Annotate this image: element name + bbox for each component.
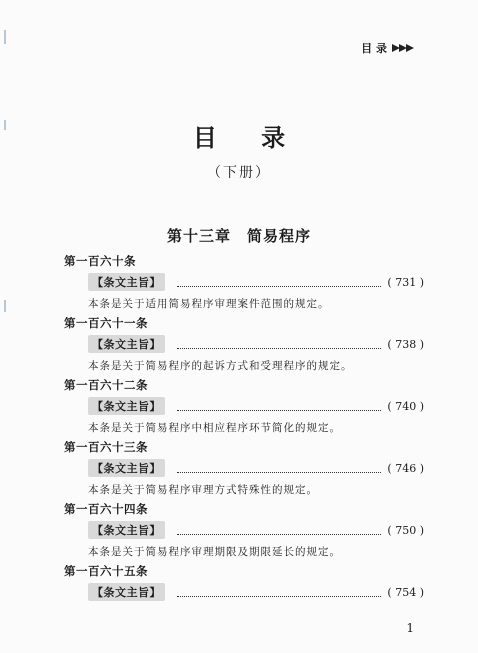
toc-entry [64,562,424,624]
chapter-name: 简易程序 [247,227,312,245]
section-tag: 【条文主旨】 [88,335,165,353]
running-header-label: 目 录 [361,42,387,55]
entry-description: 本条是关于简易程序的起诉方式和受理程序的规定。 [88,360,353,372]
toc-list [64,252,424,624]
leader-dots [177,340,381,349]
page-title: 目 录 [192,123,304,152]
leader-dots [177,526,381,535]
page-number: 1 [406,621,414,635]
toc-entry [64,314,424,376]
page-reference: ( 750 ) [387,523,424,537]
article-heading: 第一百六十五条 [64,564,148,578]
scan-edge-mark [4,30,6,44]
toc-entry [64,500,424,562]
toc-link[interactable] [64,518,424,542]
article-heading: 第一百六十条 [64,254,136,268]
page-reference: ( 740 ) [387,399,424,413]
section-tag: 【条文主旨】 [88,583,165,601]
toc-entry [64,252,424,314]
chapter-heading [0,225,478,246]
volume-subtitle: （下册） [207,165,271,181]
section-tag: 【条文主旨】 [88,273,165,291]
running-header [361,40,414,56]
article-heading: 第一百六十二条 [64,378,148,392]
toc-link[interactable] [64,270,424,294]
leader-dots [177,588,381,597]
page-reference: ( 731 ) [387,275,424,289]
leader-dots [177,278,381,287]
page-reference: ( 746 ) [387,461,424,475]
toc-link[interactable] [64,332,424,356]
article-heading: 第一百六十三条 [64,440,148,454]
toc-link[interactable] [64,394,424,418]
toc-entry [64,376,424,438]
scan-edge-mark [4,300,6,312]
toc-link[interactable] [64,580,424,604]
section-tag: 【条文主旨】 [88,397,165,415]
entry-description: 本条是关于简易程序审理期限及期限延长的规定。 [88,546,341,558]
arrow-right-icon [393,44,414,52]
article-heading: 第一百六十四条 [64,502,148,516]
entry-description: 本条是关于简易程序审理方式特殊性的规定。 [88,484,318,496]
page-reference: ( 754 ) [387,585,424,599]
section-tag: 【条文主旨】 [88,521,165,539]
section-tag: 【条文主旨】 [88,459,165,477]
entry-description: 本条是关于适用简易程序审理案件范围的规定。 [88,298,330,310]
leader-dots [177,402,381,411]
toc-entry [64,438,424,500]
entry-description: 本条是关于简易程序中相应程序环节简化的规定。 [88,422,341,434]
article-heading: 第一百六十一条 [64,316,148,330]
page-reference: ( 738 ) [387,337,424,351]
toc-link[interactable] [64,456,424,480]
leader-dots [177,464,381,473]
chapter-number: 第十三章 [166,227,231,245]
